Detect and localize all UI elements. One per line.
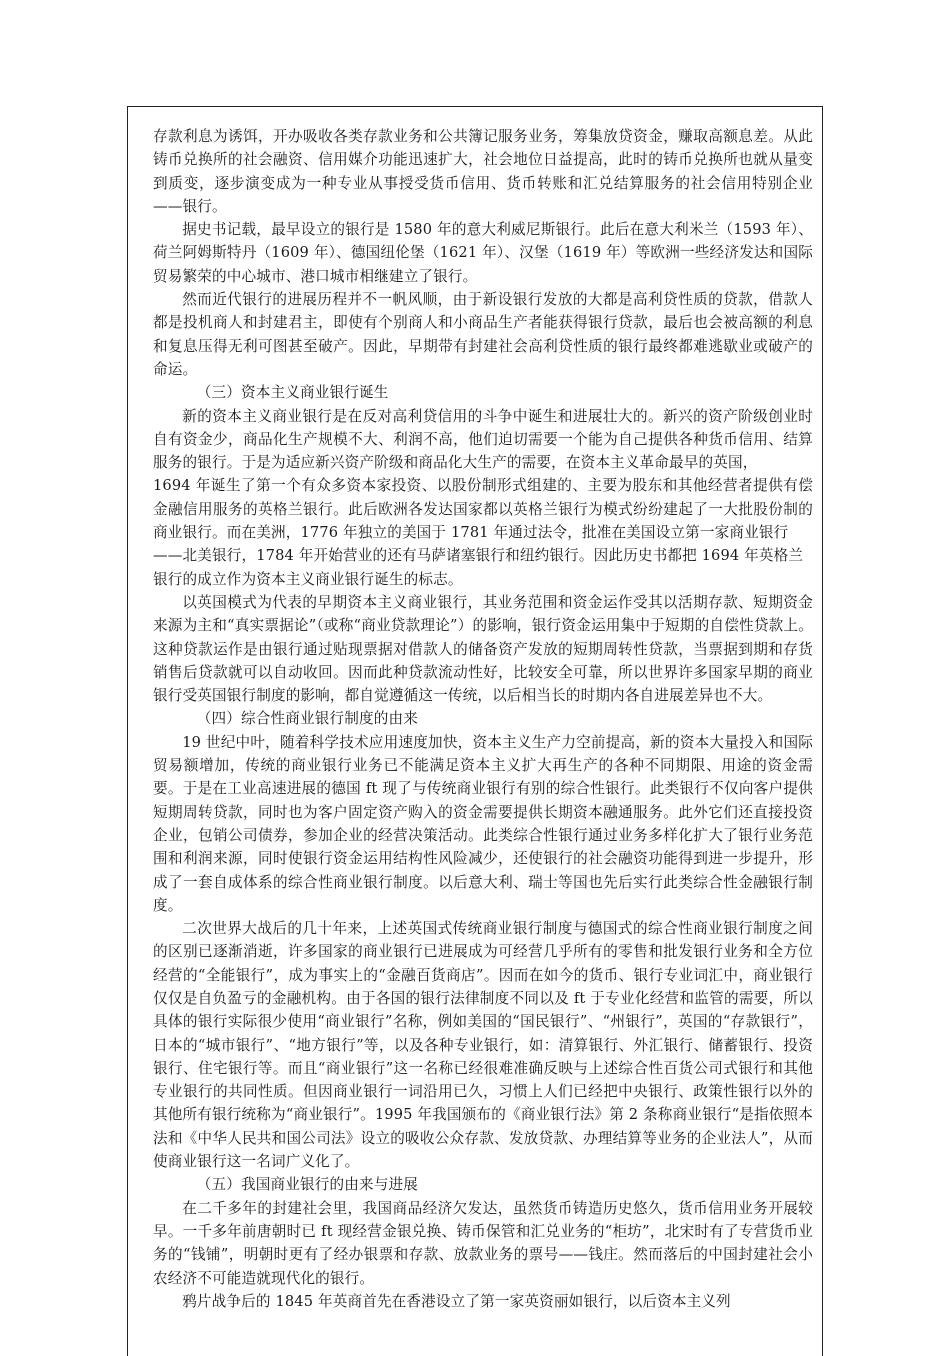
paragraph: 存款利息为诱饵，开办吸收各类存款业务和公共簿记服务业务，筹集放贷资金，赚取高额息差。从此铸币兑换所的社会融资、信用媒介功能迅速扩大，社会地位日益提高，此时的铸币兑换所也就从量变到质变，逐步演变成为一种专业从事授受货币信用、货币转账和汇兑结算服务的社会信用特别企业——银行。 — [153, 128, 813, 215]
section-heading: （五）我国商业银行的由来与进展 — [196, 1176, 418, 1194]
paragraph: 据史书记载，最早设立的银行是 1580 年的意大利威尼斯银行。此后在意大利米兰（1593 年）、荷兰阿姆斯特丹（1609 年）、德国纽伦堡（1621 年）、汉堡（1619 年）等欧洲一些经济发达和国际贸易繁荣的中心城市、港口城市相继建立了银行。 — [153, 221, 813, 285]
paragraph: 19 世纪中叶，随着科学技术应用速度加快，资本主义生产力空前提高，新的资本大量投入和国际贸易额增加，传统的商业银行业务已不能满足资本主义扩大再生产的各种不同期限、用途的资金需要。于是在工业高速进展的德国 ft 现了与传统商业银行有别的综合性银行。此类银行不仅向客户提供短期周转贷款，同时也为客户固定资产购入的资金需要提供长期资本融通服务。此外它们还直接投资企业，包销公司债券，参加企业的经营决策活动。此类综合性银行通过业务多样化扩大了银行业务范围和利润来源，同时使银行资金运用结构性风险减少，还使银行的社会融资功能得到进一步提升，形成了一套自成体系的综合性商业银行制度。以后意大利、瑞士等国也先后实行此类综合性金融银行制度。 — [153, 733, 813, 914]
paragraph: 新的资本主义商业银行是在反对高利贷信用的斗争中诞生和进展壮大的。新兴的资产阶级创业时自有资金少，商品化生产规模不大、利润不高，他们迫切需要一个能为自己提供各种货币信用、结算服务的银行。于是为适应新兴资产阶级和商品化大生产的需要，在资本主义革命最早的英国， — [153, 407, 813, 472]
document-body — [153, 125, 813, 1313]
section-heading: （四）综合性商业银行制度的由来 — [196, 710, 418, 728]
paragraph: 银行的成立作为资本主义商业银行诞生的标志。 — [153, 570, 463, 588]
paragraph: 以英国模式为代表的早期资本主义商业银行，其业务范围和资金运作受其以活期存款、短期资金来源为主和“真实票据论”（或称“商业贷款理论”）的影响，银行资金运用集中于短期的自偿性贷款上。这种贷款运作是由银行通过贴现票据对借款人的储备资产发放的短期周转性贷款，当票据到期和存货销售后贷款就可以自动收回。因而此种贷款流动性好，比较安全可靠，所以世界许多国家早期的商业银行受英国银行制度的影响，都自觉遵循这一传统，以后相当长的时期内各自进展差异也不大。 — [153, 593, 813, 705]
paragraph: 在二千多年的封建社会里，我国商品经济欠发达，虽然货币铸造历史悠久，货币信用业务开展较早。一千多年前唐朝时已 ft 现经营金银兑换、铸币保管和汇兑业务的“柜坊”，北宋时有了专营货币业务的“钱铺”，明朝时更有了经办银票和存款、放款业务的票号——钱庄。然而落后的中国封建社会小农经济不可能造就现代化的银行。 — [153, 1199, 813, 1287]
paragraph: 二次世界大战后的几十年来，上述英国式传统商业银行制度与德国式的综合性商业银行制度之间的区别已逐渐消逝，许多国家的商业银行已进展成为可经营几乎所有的零售和批发银行业务和全方位经营的“全能银行”，成为事实上的“金融百货商店”。因而在如今的货币、银行专业词汇中，商业银行仅仅是自负盈亏的金融机构。由于各国的银行法律制度不同以及 ft 于专业化经营和监管的需要，所以具体的银行实际很少使用“商业银行”名称，例如美国的“国民银行”、“州银行”，英国的“存款银行”，日本的“城市银行”、“地方银行”等，以及各种专业银行，如：清算银行、外汇银行、储蓄银行、投资银行、住宅银行等。而且“商业银行”这一名称已经很难准确反映与上述综合性百货公司式银行和其他专业银行的共同性质。但因商业银行一词沿用已久，习惯上人们已经把中央银行、政策性银行以外的其他所有银行统称为“商业银行”。1995 年我国颁布的《商业银行法》第 2 条称商业银行“是指依照本法和《中华人民共和国公司法》设立的吸收公众存款、发放贷款、办理结算等业务的企业法人”，从而使商业银行这一名词广义化了。 — [153, 920, 813, 1171]
paragraph: 然而近代银行的进展历程并不一帆风顺，由于新设银行发放的大都是高利贷性质的贷款，借款人都是投机商人和封建君主，即使有个别商人和小商品生产者能获得银行贷款，最后也会被高额的利息和复息压得无利可图甚至破产。因此，早期带有封建社会高利贷性质的银行最终都难逃歇业或破产的命运。 — [153, 291, 813, 378]
paragraph: 1694 年诞生了第一个有众多资本家投资、以股份制形式组建的、主要为股东和其他经营者提供有偿金融信用服务的英格兰银行。此后欧洲各发达国家都以英格兰银行为模式纷纷建起了一大批股份制的商业银行。而在美洲，1776 年独立的美国于 1781 年通过法令，批准在美国设立第一家商业银行 — [153, 477, 813, 542]
paragraph: ——北美银行，1784 年开始营业的还有马萨诸塞银行和纽约银行。因此历史书都把 1694 年英格兰 — [153, 547, 804, 565]
paragraph: 鸦片战争后的 1845 年英商首先在香港设立了第一家英资丽如银行，以后资本主义列 — [182, 1292, 731, 1310]
section-heading: （三）资本主义商业银行诞生 — [196, 384, 389, 402]
